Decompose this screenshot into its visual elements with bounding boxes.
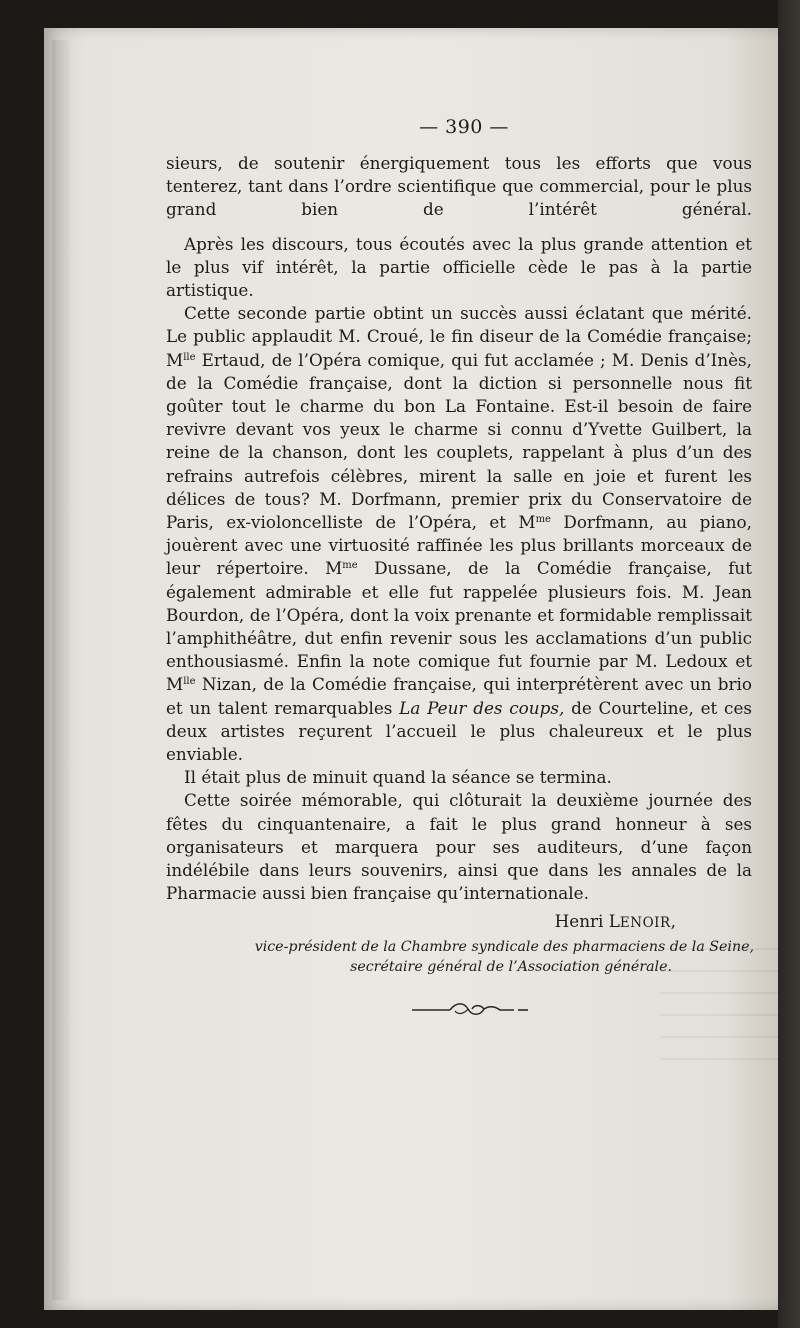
ornament-divider-icon	[410, 1000, 530, 1018]
text-run: de Courteline, et ces deux artistes reçurent l’accueil le plus chaleureux et le plus enviable.	[166, 697, 752, 765]
paragraph-conclusion: Cette soirée mémorable, qui clôturait la deuxième journée des fêtes du cinquantenaire, a fait le plus grand honneur à ses organisateurs et marquera pour ses auditeurs, d’une façon indélébile dans leurs souvenirs, ainsi que dans les annales de la Pharmacie aussi bien française qu’internationale.	[166, 790, 752, 904]
signature-first-name: Henri	[554, 910, 604, 931]
signature-last-name: LENOIR	[608, 910, 671, 931]
text-run: Dussane, de la Comédie française, fut également admirable et elle fut rappelée plusieurs fois. M. Jean Bourdon, de l’Opéra, dont la voix prenante et formidable remplissait l’amphithéâtre, dut enfin revenir sous les acclamations d’un public enthousiasmé. Enfin la note comique fut fournie par M. Ledoux et M	[166, 558, 752, 695]
page-edge	[778, 0, 800, 1328]
superscript-mme: me	[535, 514, 551, 526]
signature-title-1: vice-président de la Chambre syndicale des pharmaciens de la Seine,	[254, 938, 754, 955]
superscript-mlle: lle	[183, 676, 196, 688]
paragraph-discours: Après les discours, tous écoutés avec la plus grande attention et le plus vif intérêt, la partie officielle cède le pas à la partie artistique.	[166, 233, 752, 301]
superscript-mme: me	[342, 560, 358, 572]
signature-name: Henri LENOIR,	[554, 910, 676, 931]
paragraph-artistique	[166, 302, 752, 766]
page-binding-shadow	[52, 40, 70, 1300]
text-run: Cette seconde partie obtint un succès aussi éclatant que mérité. Le public applaudit M. Croué, le fin diseur de la Comédie française; M	[166, 303, 752, 370]
text-run: Ertaud, de l’Opéra comique, qui fut acclamée ; M. Denis d’Inès, de la Comédie française, dont la diction si personnelle nous fit goûter tout le charme du bon La Fontaine. Est-il besoin de faire revivre devant vos yeux le charme si connu d’Yvette Guilbert, la reine de la chanson, dont les couplets, rappelant à plus d’un des refrains autrefois célèbres, mirent la salle en joie et furent les délices de tous? M. Dorfmann, premier prix du Conservatoire de Paris, ex-violoncelliste de l’Opéra, et M	[166, 349, 752, 533]
text-run: Nizan, de la Comédie française, qui interprétèrent avec un brio et un talent remarquables	[166, 674, 752, 718]
paragraph-continuation: sieurs, de soutenir énergiquement tous les efforts que vous tenterez, tant dans l’ordre scientifique que commercial, pour le plus grand bien de l’intérêt général.	[166, 153, 752, 220]
superscript-mlle: lle	[183, 351, 196, 363]
italic-title: La Peur des coups,	[399, 697, 565, 718]
paragraph-minuit: Il était plus de minuit quand la séance se termina.	[184, 767, 612, 788]
page-text	[166, 116, 752, 977]
page-number: — 390 —	[419, 116, 509, 138]
text-run: Dorfmann, au piano, jouèrent avec une virtuosité raffinée les plus brillants morceaux de leur répertoire. M	[166, 512, 752, 579]
signature-title-2: secrétaire général de l’Association générale.	[350, 958, 672, 975]
